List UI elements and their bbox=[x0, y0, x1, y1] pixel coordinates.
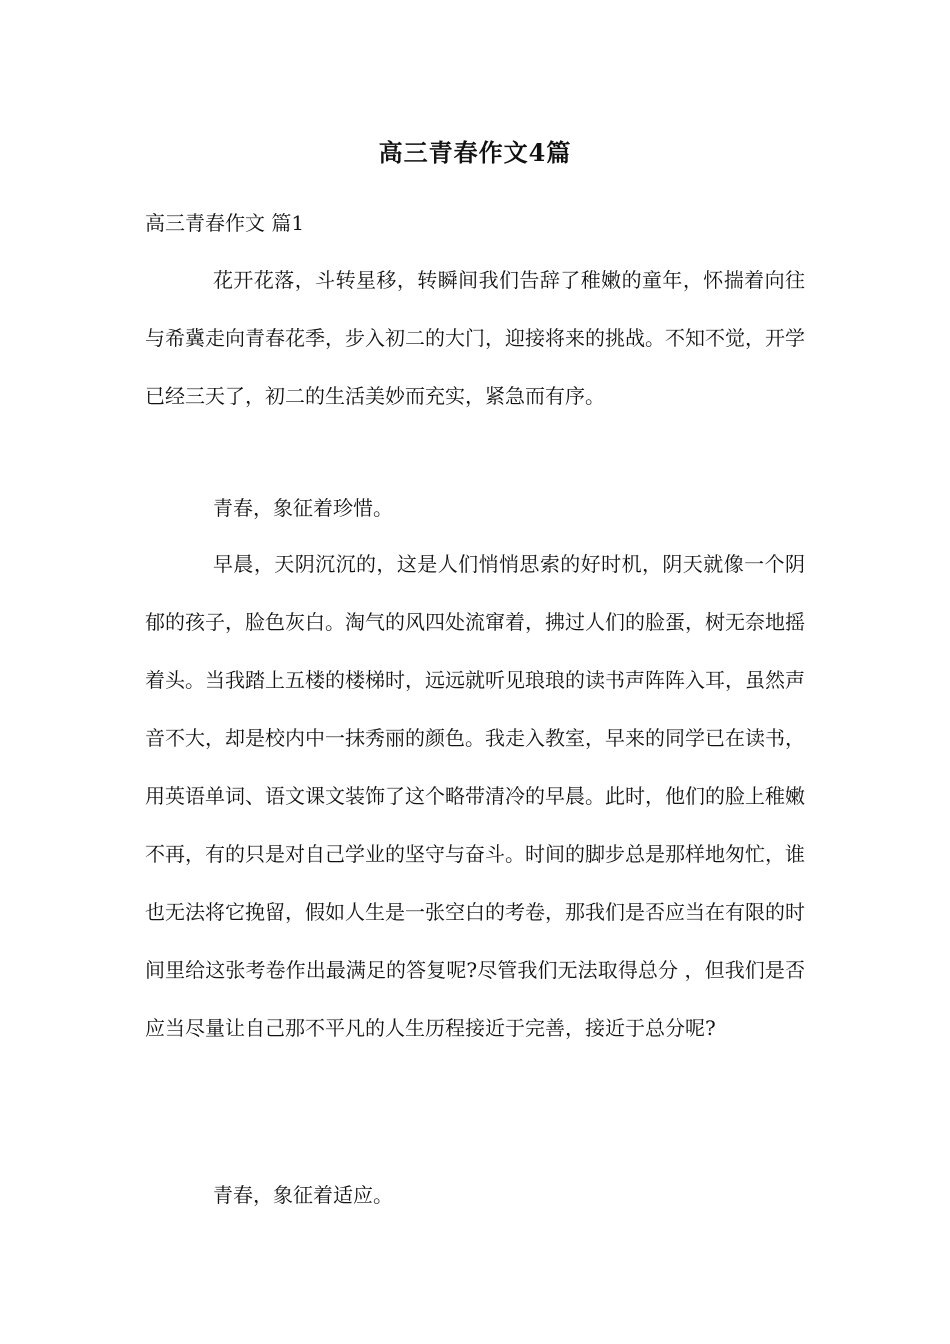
paragraph-2: 青春，象征着珍惜。 bbox=[213, 496, 393, 520]
document-title: 高三青春作文4篇 bbox=[378, 138, 572, 167]
section-heading: 高三青春作文 篇1 bbox=[145, 211, 305, 235]
paragraph-4: 青春，象征着适应。 bbox=[213, 1183, 393, 1207]
paragraph-1: 花开花落，斗转星移，转瞬间我们告辞了稚嫩的童年，怀揣着向往与希冀走向青春花季，步入初二的大门，迎接将来的挑战。不知不觉，开学已经三天了，初二的生活美妙而充实，紧急而有序。 bbox=[145, 268, 805, 408]
paragraph-3: 早晨，天阴沉沉的，这是人们悄悄思索的好时机，阴天就像一个阴郁的孩子，脸色灰白。淘气的风四处流窜着，拂过人们的脸蛋，树无奈地摇着头。当我踏上五楼的楼梯时，远远就听见琅琅的读书声阵阵入耳，虽然声音不大，却是校内中一抹秀丽的颜色。我走入教室，早来的同学已在读书，用英语单词、语文课文装饰了这个略带清冷的早晨。此时，他们的脸上稚嫩不再，有的只是对自己学业的坚守与奋斗。时间的脚步总是那样地匆忙，谁也无法将它挽留，假如人生是一张空白的考卷，那我们是否应当在有限的时间里给这张考卷作出最满足的答复呢?尽管我们无法取得总分 ，但我们是否应当尽量让自己那不平凡的人生历程接近于完善，接近于总分呢? bbox=[145, 552, 805, 1040]
